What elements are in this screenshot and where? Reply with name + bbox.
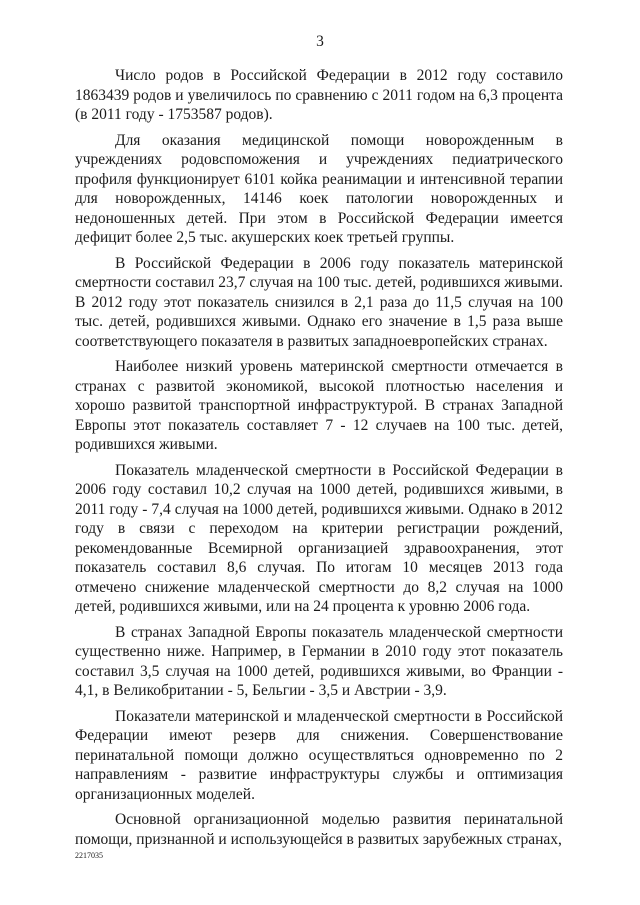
paragraph-infant-mortality-europe: В странах Западной Европы показатель младенческой смертности существенно ниже. Например, в Германии в 2010 году этот показатель составил 3,5 случая на 1000 детей, родившихся живыми, во Франции - 4,1, в Великобритании - 5, Бельгии - 3,5 и Австрии - 3,9.	[75, 623, 563, 699]
paragraph-neonatal-beds: Для оказания медицинской помощи новорожденным в учреждениях родовспоможения и учреждениях педиатрического профиля функционирует 6101 койка реанимации и интенсивной терапии для новорожденных, 14146 коек патологии новорожденных и недоношенных детей. При этом в Российской Федерации имеется дефицит более 2,5 тыс. акушерских коек третьей группы.	[75, 131, 563, 246]
document-code: 2217035	[75, 851, 103, 860]
paragraph-maternal-mortality-europe: Наиболее низкий уровень материнской смертности отмечается в странах с развитой экономикой, высокой плотностью населения и хорошо развитой транспортной инфраструктурой. В странах Западной Европы этот показатель составляет 7 - 12 случаев на 100 тыс. детей, родившихся живыми.	[75, 358, 563, 453]
paragraph-organizational-model: Основной организационной моделью развития перинатальной помощи, признанной и использующейся в развитых зарубежных странах,	[75, 811, 563, 848]
page-number: 3	[316, 33, 324, 50]
document-body	[75, 66, 563, 855]
paragraph-infant-mortality-russia: Показатель младенческой смертности в Российской Федерации в 2006 году составил 10,2 случая на 1000 детей, родившихся живыми, в 2011 году - 7,4 случая на 1000 детей, родившихся живыми. Однако в 2012 году в связи с переходом на критерии регистрации рождений, рекомендованные Всемирной организацией здравоохранения, этот показатель составил 8,6 случая. По итогам 10 месяцев 2013 года отмечено снижение младенческой смертности до 8,2 случая на 1000 детей, родившихся живыми, или на 24 процента к уровню 2006 года.	[75, 461, 563, 615]
paragraph-births: Число родов в Российской Федерации в 2012 году составило 1863439 родов и увеличилось по сравнению с 2011 годом на 6,3 процента (в 2011 году - 1753587 родов).	[75, 67, 563, 123]
paragraph-reserve: Показатели материнской и младенческой смертности в Российской Федерации имеют резерв для снижения. Совершенствование перинатальной помощи должно осуществляться одновременно по 2 направлениям - развитие инфраструктуры службы и оптимизация организационных моделей.	[75, 707, 563, 803]
paragraph-maternal-mortality-russia: В Российской Федерации в 2006 году показатель материнской смертности составил 23,7 случая на 100 тыс. детей, родившихся живыми. В 2012 году этот показатель снизился в 2,1 раза до 11,5 случая на 100 тыс. детей, родившихся живыми. Однако его значение в 1,5 раза выше соответствующего показателя в развитых западноевропейских странах.	[75, 254, 563, 350]
